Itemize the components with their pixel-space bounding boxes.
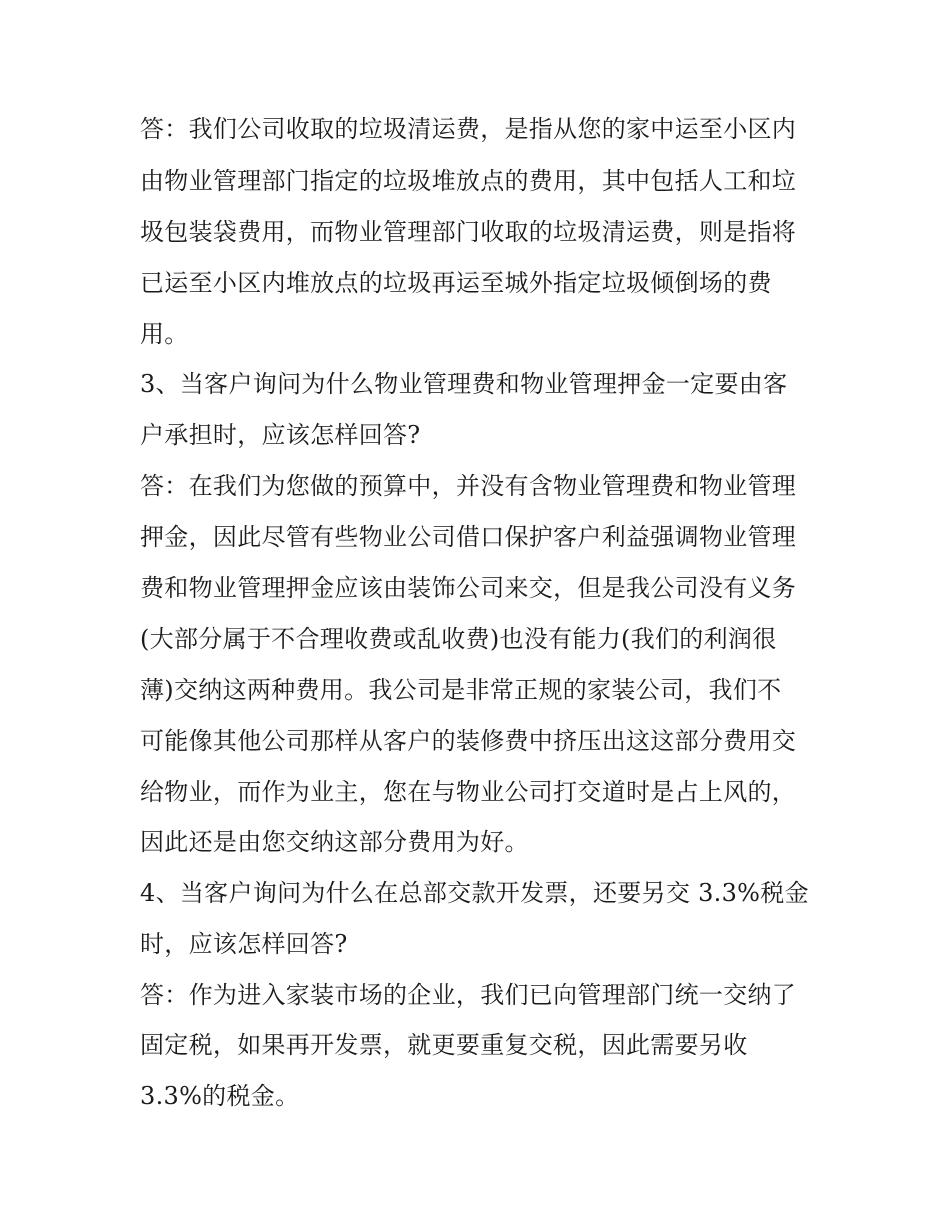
text-line: 给物业，而作为业主，您在与物业公司打交道时是占上风的， [140, 778, 797, 806]
question-heading: 4、当客户询问为什么在总部交款开发票，还要另交 3.3%税金 [140, 879, 809, 907]
text-line: 押金，因此尽管有些物业公司借口保护客户利益强调物业管理 [140, 523, 797, 551]
text-line: 已运至小区内堆放点的垃圾再运至城外指定垃圾倾倒场的费 [140, 269, 772, 297]
question-heading: 户承担时，应该怎样回答? [140, 421, 421, 449]
question-heading: 3、当客户询问为什么物业管理费和物业管理押金一定要由客 [140, 370, 788, 398]
text-line: (大部分属于不合理收费或乱收费)也没有能力(我们的利润很 [140, 625, 777, 653]
text-line: 答：我们公司收取的垃圾清运费，是指从您的家中运至小区内 [140, 115, 797, 143]
text-line: 答：作为进入家装市场的企业，我们已向管理部门统一交纳了 [140, 981, 797, 1009]
text-line: 3.3%的税金。 [140, 1082, 300, 1110]
text-line: 答：在我们为您做的预算中，并没有含物业管理费和物业管理 [140, 472, 797, 500]
question-heading: 时，应该怎样回答? [140, 930, 348, 958]
text-line: 可能像其他公司那样从客户的装修费中挤压出这这部分费用交 [140, 727, 797, 755]
text-line: 圾包装袋费用，而物业管理部门收取的垃圾清运费，则是指将 [140, 218, 797, 246]
text-line: 用。 [140, 320, 189, 348]
text-line: 薄)交纳这两种费用。我公司是非常正规的家装公司，我们不 [140, 676, 782, 704]
text-line: 由物业管理部门指定的垃圾堆放点的费用，其中包括人工和垃 [140, 167, 797, 195]
text-line: 费和物业管理押金应该由装饰公司来交，但是我公司没有义务 [140, 574, 797, 602]
text-line: 因此还是由您交纳这部分费用为好。 [140, 828, 529, 856]
text-line: 固定税，如果再开发票，就更要重复交税，因此需要另收 [140, 1031, 748, 1059]
